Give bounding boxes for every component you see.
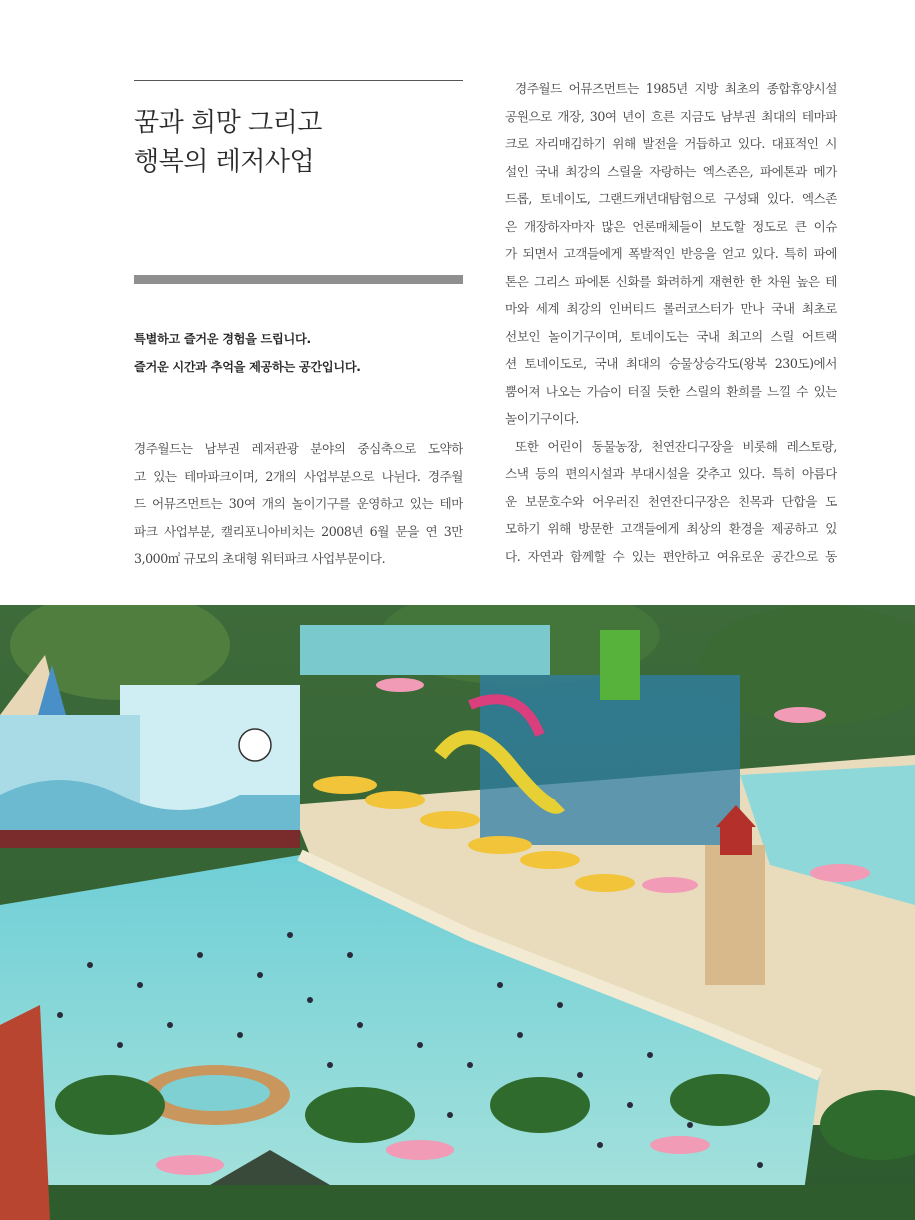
body-line: 공원으로 개장, 30여 년이 흐른 지금도 남부권 최대의 테마파 — [505, 108, 837, 124]
body-line: 뿜어져 나오는 가슴이 터질 듯한 스릴의 환희를 느낄 수 있는 — [505, 383, 837, 399]
left-body-column — [134, 435, 463, 573]
lead-line-2: 즐거운 시간과 추억을 제공하는 공간입니다. — [134, 360, 361, 374]
body-line: 션 토네이도로, 국내 최대의 승물상승각도(왕복 230도)에서 — [505, 356, 837, 371]
body-line: 경주월드는 남부권 레저관광 분야의 중심축으로 도약하 — [134, 441, 463, 456]
rock-tub-water — [160, 1075, 270, 1111]
lead-line-1: 특별하고 즐거운 경험을 드립니다. — [134, 332, 311, 346]
headline-line-1: 꿈과 희망 그리고 — [134, 108, 322, 138]
right-body-column — [505, 75, 837, 570]
body-line: 놀이기구이다. — [505, 411, 579, 426]
waterpark-illustration — [0, 605, 915, 1220]
headline — [134, 104, 474, 182]
clock-icon — [239, 729, 271, 761]
body-line: 은 개장하자마자 많은 언론매체들이 보도할 정도로 큰 이슈 — [505, 218, 837, 234]
body-line: 운 보문호수와 어우러진 천연잔디구장은 친목과 단합을 도 — [505, 493, 837, 509]
lighthouse — [705, 845, 765, 985]
body-line: 톤은 그리스 파에톤 신화를 화려하게 재현한 한 차원 높은 테 — [505, 273, 837, 289]
body-line: 다. 자연과 함께할 수 있는 편안하고 여유로운 공간으로 동 — [505, 548, 837, 564]
body-line: 설인 국내 최강의 스릴을 자랑하는 엑스존은, 파에톤과 메가 — [505, 163, 837, 179]
upper-pool — [300, 625, 550, 675]
waterpark-photo — [0, 605, 915, 1220]
body-line: 모하기 위해 방문한 고객들에게 최상의 환경을 제공하고 있 — [505, 521, 837, 536]
body-line: 드 어뮤즈먼트는 30여 개의 놀이기구를 운영하고 있는 테마 — [134, 496, 463, 511]
section-divider-bar — [134, 275, 463, 284]
body-line: 크로 자리매김하기 위해 발전을 거듭하고 있다. 대표적인 시 — [505, 136, 837, 151]
foreground-trees — [0, 1185, 915, 1220]
body-line: 스낵 등의 편의시설과 부대시설을 갖추고 있다. 특히 아름다 — [505, 466, 837, 481]
body-line: 드롭, 토네이도, 그랜드캐년대탐험으로 구성돼 있다. 엑스존 — [505, 191, 837, 206]
body-line: 경주월드 어뮤즈먼트는 1985년 지방 최초의 종합휴양시설 — [515, 81, 837, 96]
body-line: 3,000㎡ 규모의 초대형 워터파크 사업부문이다. — [134, 551, 386, 566]
body-line: 마와 세계 최강의 인버티드 롤러코스터가 만나 국내 최초로 — [505, 301, 837, 316]
body-line: 또한 어린이 동물농장, 천연잔디구장을 비롯해 레스토랑, — [515, 438, 837, 454]
body-line: 파크 사업부분, 캘리포니아비치는 2008년 6월 문을 연 3만 — [134, 523, 463, 539]
body-line: 가 되면서 고객들에게 폭발적인 반응을 얻고 있다. 특히 파에 — [505, 246, 837, 261]
wooden-deck — [0, 830, 300, 848]
lead-text — [134, 325, 474, 381]
body-line: 선보인 놀이기구이며, 토네이도는 국내 최고의 스릴 어트랙 — [505, 328, 837, 344]
play-tower — [600, 630, 640, 700]
top-rule — [134, 80, 463, 81]
headline-line-2: 행복의 레저사업 — [134, 147, 315, 177]
body-line: 고 있는 테마파크이며, 2개의 사업부분으로 나뉜다. 경주월 — [134, 468, 463, 484]
lighthouse-top — [720, 825, 752, 855]
